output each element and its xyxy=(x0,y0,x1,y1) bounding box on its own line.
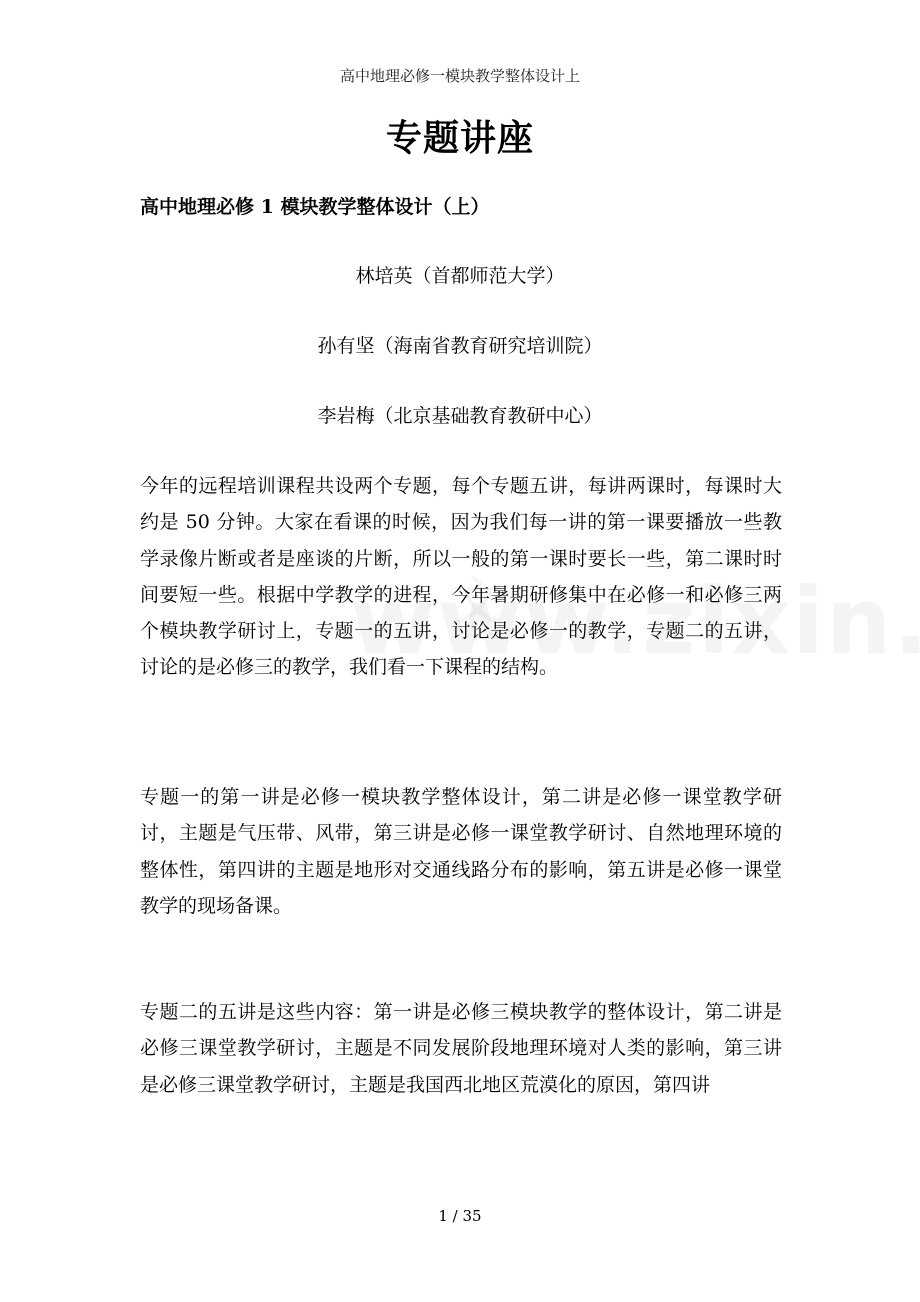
page-number: 1 / 35 xyxy=(438,1207,482,1225)
body-paragraph-3: 专题二的五讲是这些内容：第一讲是必修三模块教学的整体设计，第二讲是必修三课堂教学研讨，主题是不同发展阶段地理环境对人类的影响，第三讲是必修三课堂教学研讨，主题是我国西北地区荒漠化的原因，第四讲 xyxy=(140,1001,782,1096)
body-paragraph-2: 专题一的第一讲是必修一模块教学整体设计，第二讲是必修一课堂教学研讨，主题是气压带、风带，第三讲是必修一课堂教学研讨、自然地理环境的整体性，第四讲的主题是地形对交通线路分布的影响，第五讲是必修一课堂教学的现场备课。 xyxy=(140,786,782,917)
document-subtitle: 高中地理必修 1 模块教学整体设计（上） xyxy=(140,196,490,218)
page-title: 专题讲座 xyxy=(385,117,534,159)
author-line-2: 孙有坚（海南省教育研究培训院） xyxy=(317,335,603,357)
running-header: 高中地理必修一模块教学整体设计上 xyxy=(339,67,580,85)
author-line-3: 李岩梅（北京基础教育教研中心） xyxy=(317,405,603,427)
body-paragraph-1: 今年的远程培训课程共设两个专题，每个专题五讲，每讲两课时，每课时大约是 50 分钟。大家在看课的时候，因为我们每一讲的第一课要播放一些教学录像片断或者是座谈的片断，所以一般的第一课时要长一些，第二课时时间要短一些。根据中学教学的进程，今年暑期研修集中在必修一和必修三两个模块教学研讨上，专题一的五讲，讨论是必修一的教学，专题二的五讲，讨论的是必修三的教学，我们看一下课程的结构。 xyxy=(140,475,782,679)
author-line-1: 林培英（首都师范大学） xyxy=(355,265,565,287)
